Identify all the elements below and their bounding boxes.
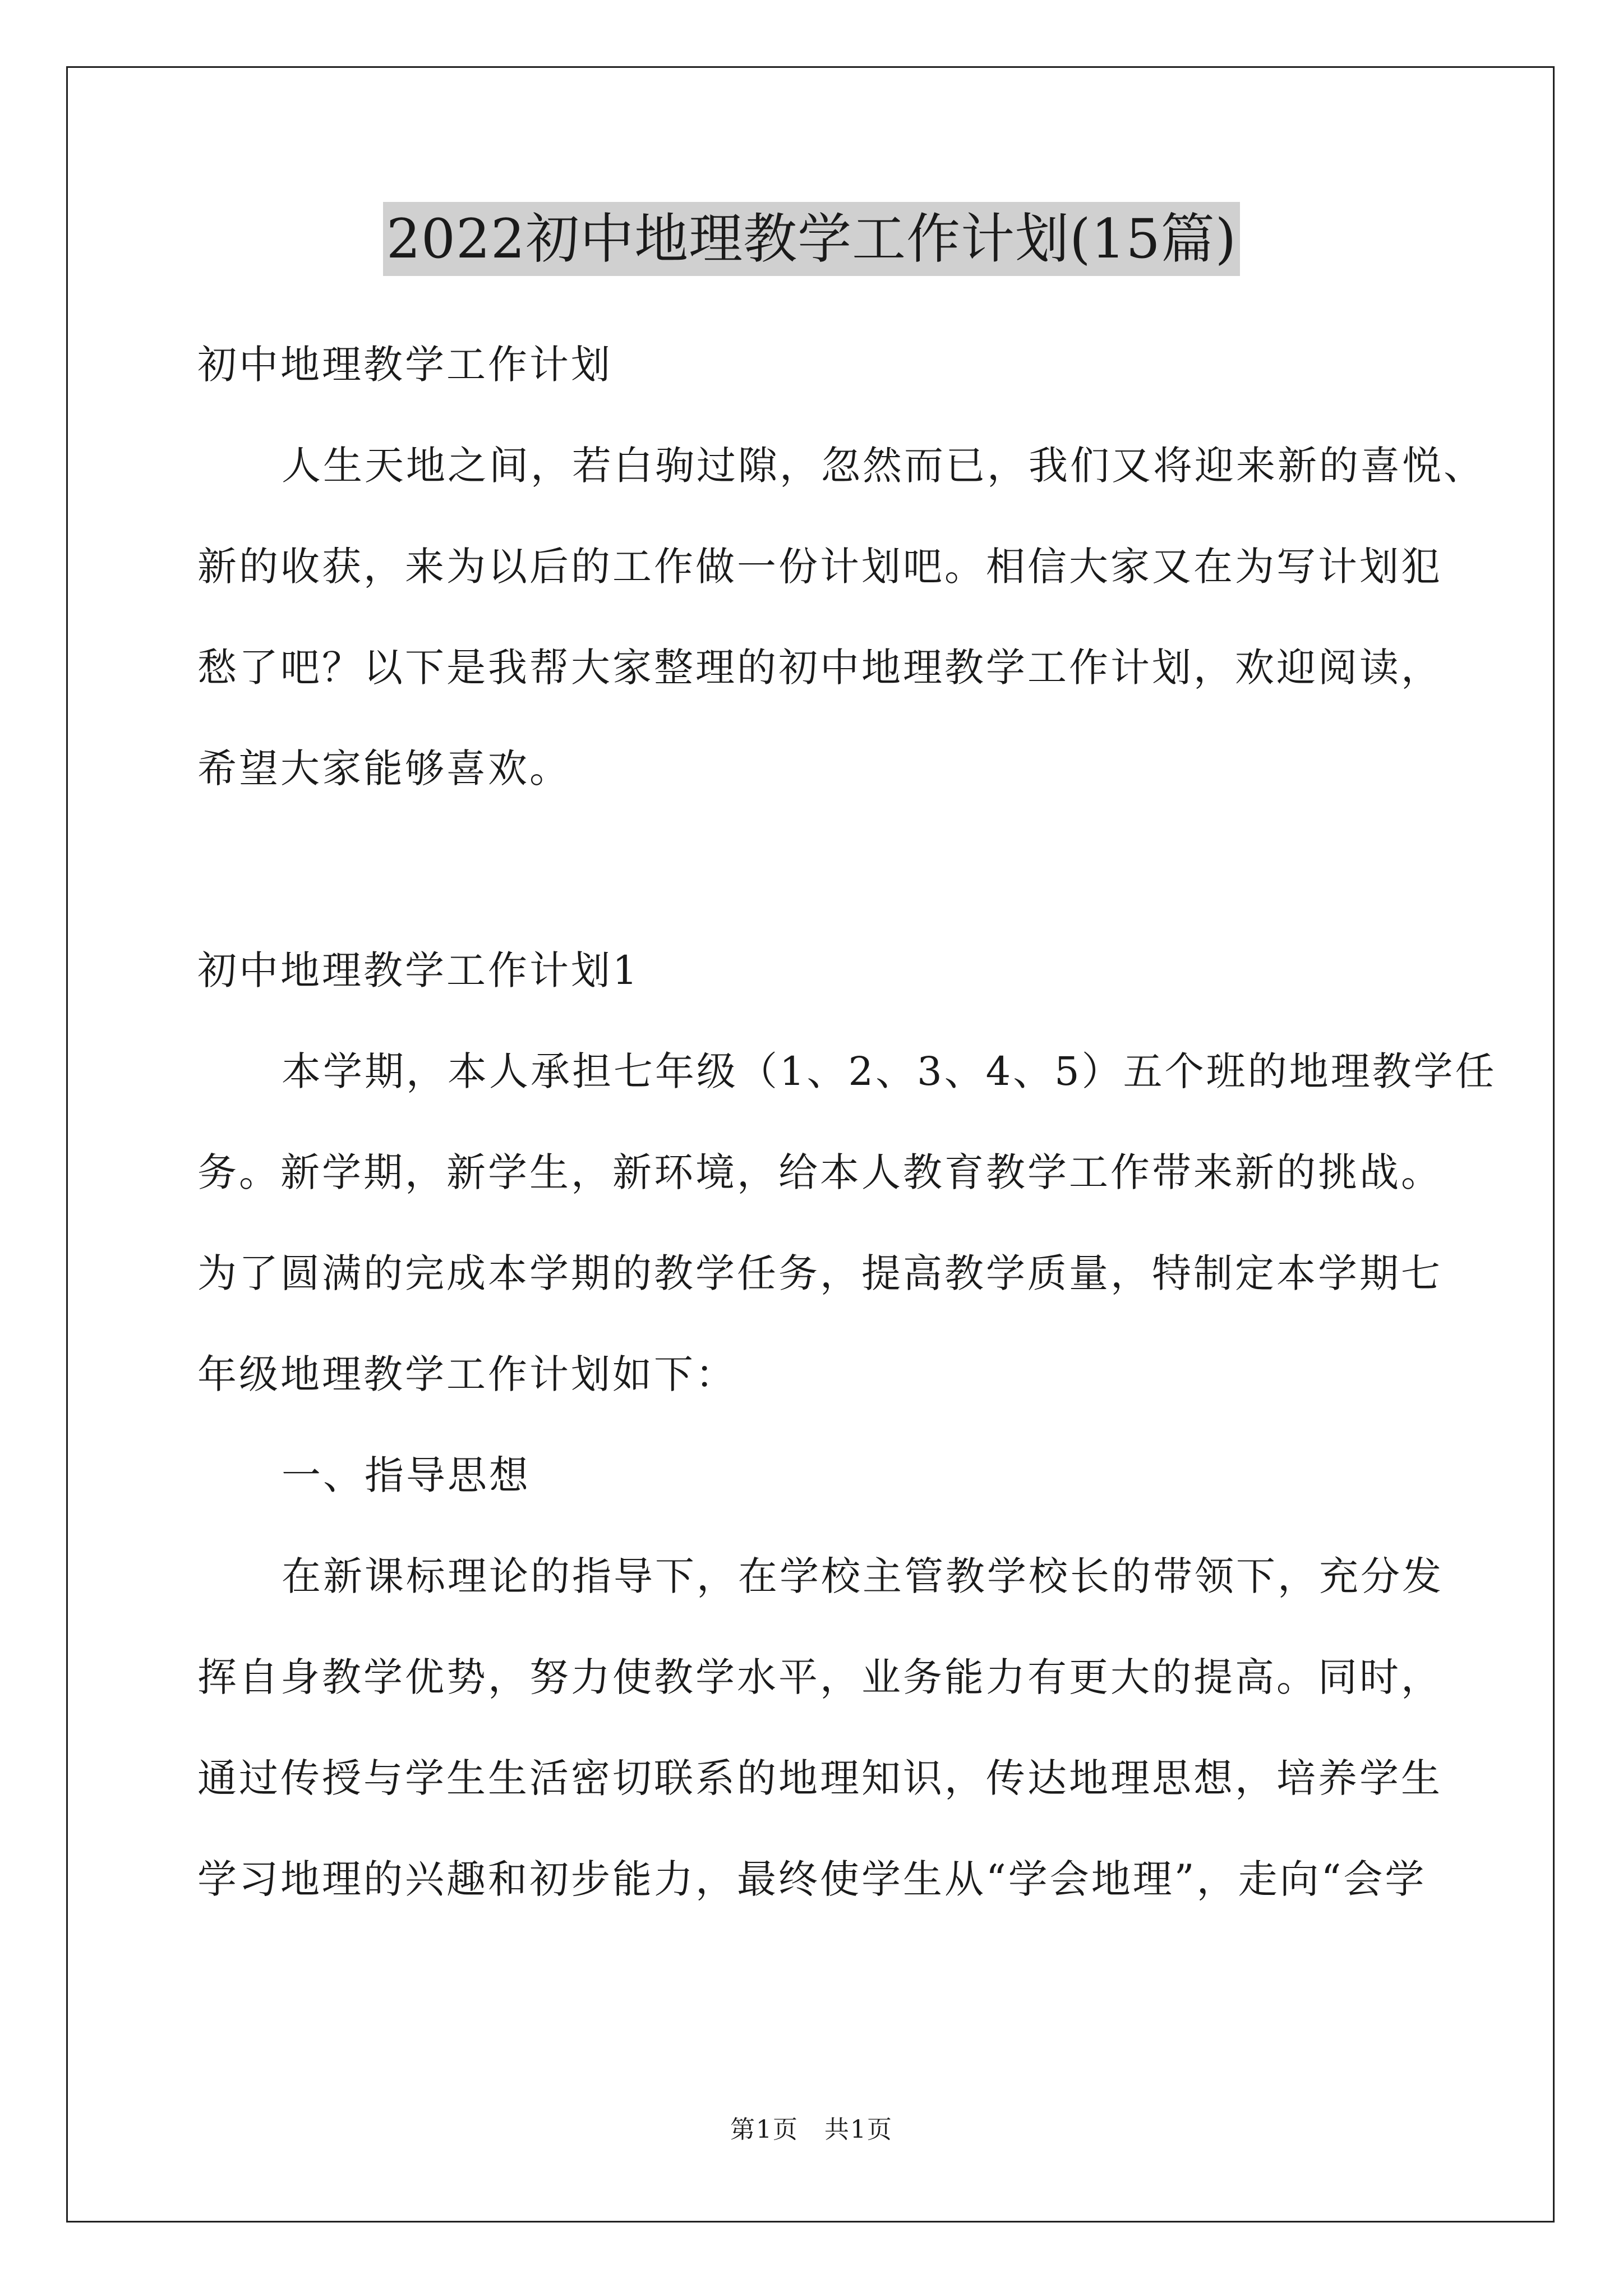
body-line: 希望大家能够喜欢。	[197, 746, 571, 792]
body-line: 为了圆满的完成本学期的教学任务，提高教学质量，特制定本学期七	[197, 1250, 1442, 1296]
document-title: 2022初中地理教学工作计划(15篇)	[383, 202, 1240, 276]
page-footer: 第1页 共1页	[730, 2115, 893, 2144]
document-body	[197, 314, 1497, 1930]
body-line: 务。新学期，新学生，新环境，给本人教育教学工作带来新的挑战。	[197, 1149, 1442, 1195]
body-line: 愁了吧？以下是我帮大家整理的初中地理教学工作计划，欢迎阅读，	[197, 645, 1442, 691]
body-line: 人生天地之间，若白驹过隙，忽然而已，我们又将迎来新的喜悦、	[282, 443, 1485, 489]
intro-heading: 初中地理教学工作计划	[197, 342, 612, 388]
paragraph-gap	[197, 819, 1454, 920]
body-line: 在新课标理论的指导下，在学校主管教学校长的带领下，充分发	[282, 1553, 1444, 1599]
body-line: 本学期，本人承担七年级（1、2、3、4、5）五个班的地理教学任	[282, 1048, 1497, 1094]
section-heading: 初中地理教学工作计划1	[197, 947, 640, 993]
body-line: 学习地理的兴趣和初步能力，最终使学生从“学会地理”，走向“会学	[197, 1856, 1427, 1902]
subsection-heading: 一、指导思想	[282, 1452, 531, 1498]
body-line: 年级地理教学工作计划如下：	[197, 1351, 737, 1397]
body-line: 挥自身教学优势，努力使教学水平，业务能力有更大的提高。同时，	[197, 1654, 1442, 1700]
body-line: 通过传授与学生生活密切联系的地理知识，传达地理思想，培养学生	[197, 1755, 1442, 1801]
body-line: 新的收获，来为以后的工作做一份计划吧。相信大家又在为写计划犯	[197, 544, 1442, 590]
title-area	[0, 202, 1623, 276]
